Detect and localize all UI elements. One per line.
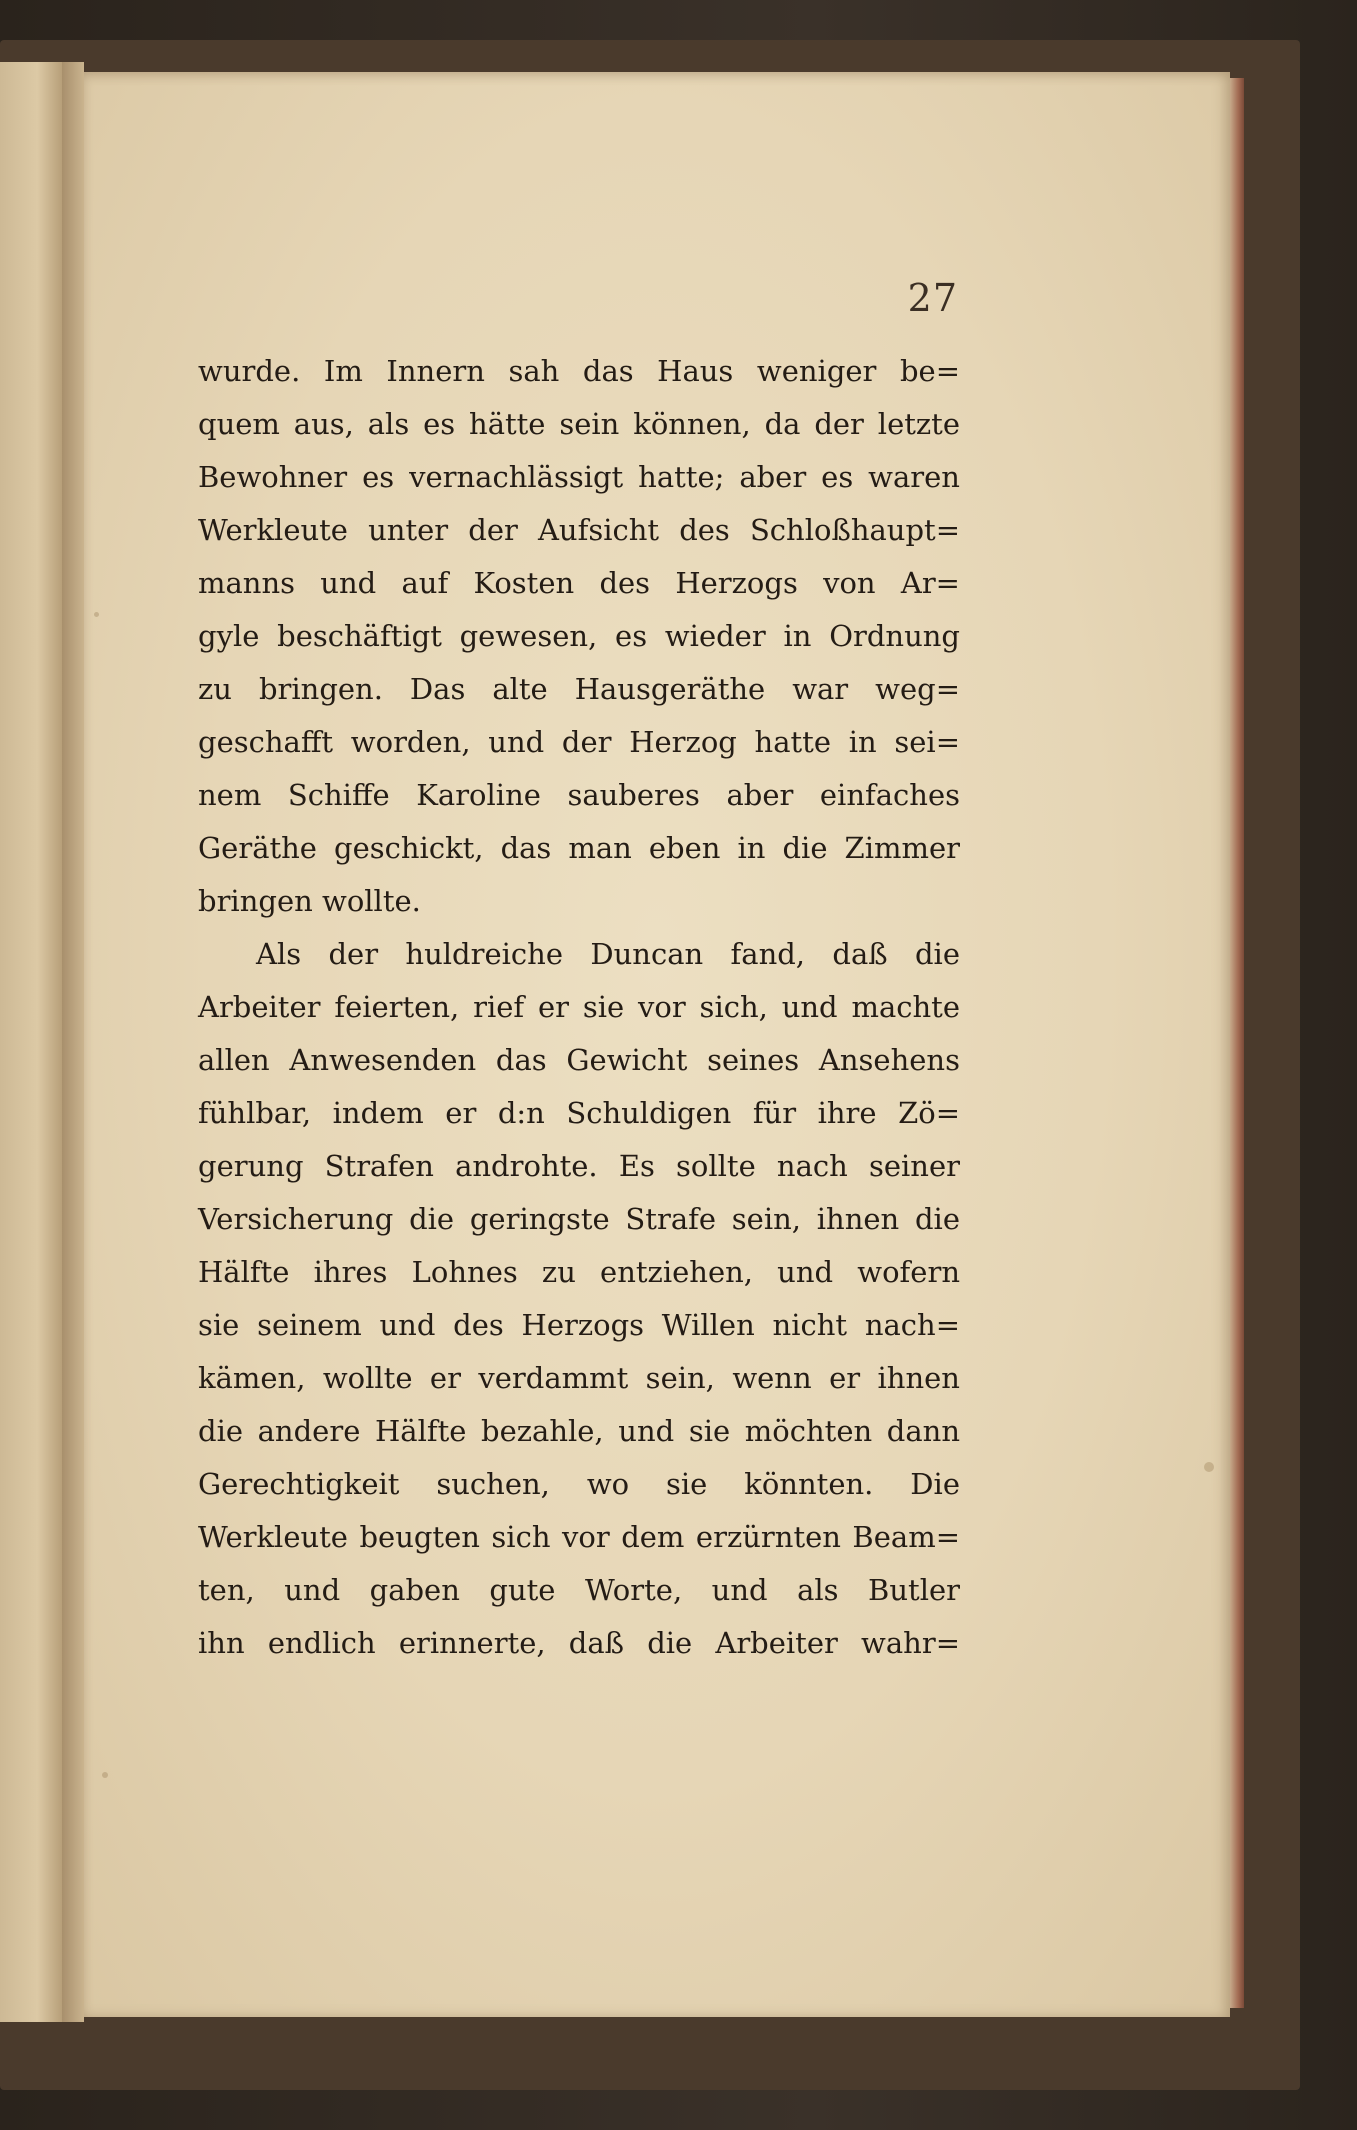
- text-line: Bewohner es vernachlässigt hatte; aber es waren: [198, 460, 960, 494]
- text-line: die andere Hälfte bezahle, und sie möchten dann: [198, 1414, 960, 1448]
- text-line: Werkleute beugten sich vor dem erzürnten Beam=: [198, 1520, 960, 1554]
- text-line: zu bringen. Das alte Hausgeräthe war weg=: [198, 672, 960, 706]
- text-line: manns und auf Kosten des Herzogs von Ar=: [198, 566, 960, 600]
- previous-page-edge: [0, 62, 64, 2022]
- text-line: fühlbar, indem er d:n Schuldigen für ihre Zö=: [198, 1096, 960, 1130]
- body-text: [198, 345, 960, 1670]
- text-line: Hälfte ihres Lohnes zu entziehen, und wofern: [198, 1255, 960, 1289]
- text-line: nem Schiffe Karoline sauberes aber einfaches: [198, 778, 960, 812]
- page-number: 27: [907, 276, 958, 320]
- text-line: Geräthe geschickt, das man eben in die Zimmer: [198, 831, 960, 865]
- text-line: Werkleute unter der Aufsicht des Schloßhaupt=: [198, 513, 960, 547]
- text-line: sie seinem und des Herzogs Willen nicht nach=: [198, 1308, 960, 1342]
- text-line: quem aus, als es hätte sein können, da der letzte: [198, 407, 960, 441]
- page-stack-edge: [1230, 78, 1244, 2008]
- text-line: geschafft worden, und der Herzog hatte in sei=: [198, 725, 960, 759]
- foxing-spot: [102, 1772, 108, 1778]
- text-line: gyle beschäftigt gewesen, es wieder in Ordnung: [198, 619, 960, 653]
- text-line: Arbeiter feierten, rief er sie vor sich, und machte: [198, 990, 960, 1024]
- text-line: Als der huldreiche Duncan fand, daß die: [256, 937, 960, 971]
- text-line: kämen, wollte er verdammt sein, wenn er ihnen: [198, 1361, 960, 1395]
- text-line: gerung Strafen androhte. Es sollte nach seiner: [198, 1149, 960, 1183]
- text-line: ihn endlich erinnerte, daß die Arbeiter wahr=: [198, 1626, 960, 1660]
- text-line: wurde. Im Innern sah das Haus weniger be=: [198, 354, 960, 388]
- foxing-spot: [1204, 1462, 1214, 1472]
- text-line: allen Anwesenden das Gewicht seines Ansehens: [198, 1043, 960, 1077]
- foxing-spot: [94, 612, 99, 617]
- text-line: ten, und gaben gute Worte, und als Butler: [198, 1573, 960, 1607]
- book-gutter: [62, 62, 84, 2022]
- text-line: bringen wollte.: [198, 884, 421, 918]
- text-line: Gerechtigkeit suchen, wo sie könnten. Die: [198, 1467, 960, 1501]
- text-line: Versicherung die geringste Strafe sein, ihnen die: [198, 1202, 960, 1236]
